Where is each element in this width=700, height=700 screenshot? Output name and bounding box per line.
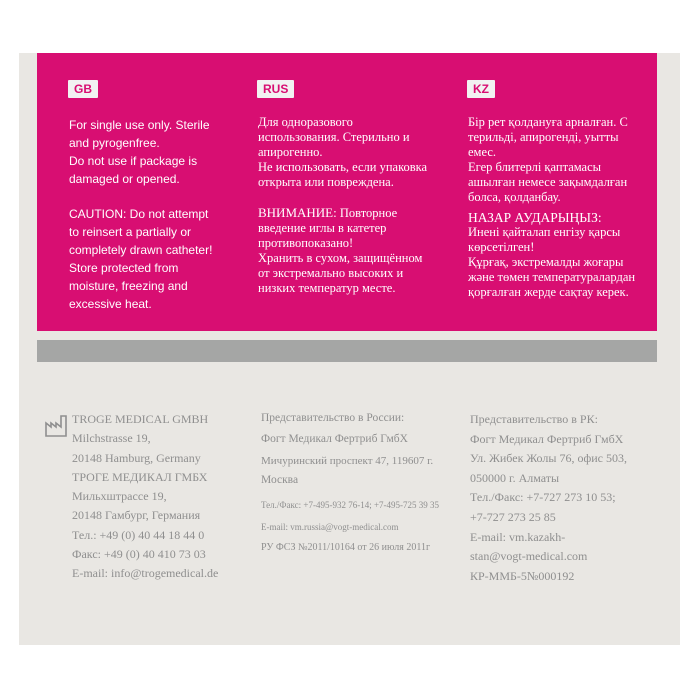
russia-line: Москва: [261, 474, 299, 486]
kazakhstan-line: Фогт Медикал Фертриб ГмбХ: [470, 431, 624, 446]
rus-caution-text: Повторное: [336, 206, 398, 220]
rus-caution-line: [258, 205, 458, 221]
kazakhstan-email[interactable]: stan@vogt-medical.com: [470, 549, 588, 564]
russia-line: Фогт Медикал Фертриб ГмбХ: [261, 433, 408, 445]
gb-line: damaged or opened.: [69, 172, 180, 186]
badge-kz: KZ: [467, 80, 495, 98]
manufacturer-line: 20148 Гамбург, Германия: [72, 508, 201, 523]
gb-line: Do not use if package is: [69, 154, 198, 168]
manufacturer-line: Milchstrasse 19,: [72, 431, 151, 446]
rus-instructions: [258, 115, 458, 296]
gb-line: excessive heat.: [69, 297, 152, 311]
manufacturer-line: Мильхштрассе 19,: [72, 489, 167, 504]
kazakhstan-representative-info: [470, 410, 627, 586]
kazakhstan-line: Представительство в РК:: [470, 412, 598, 426]
manufacturer-line: TROGE MEDICAL GMBH: [72, 412, 209, 426]
kazakhstan-line: Ул. Жибек Жолы 76, офис 503,: [470, 451, 627, 466]
russia-line: Мичуринский проспект 47, 119607 г.: [261, 455, 434, 467]
rus-paragraph-1: Для одноразового использования. Стерильно и апирогенно. Не использовать, если упаковка открыта или повреждена.: [258, 115, 428, 189]
gray-divider-band: [37, 340, 657, 362]
russia-registration: РУ ФСЗ №2011/10164 от 26 июля 2011г: [261, 542, 431, 553]
manufacturer-line: ТРОГЕ МЕДИКАЛ ГМБХ: [72, 469, 208, 484]
rus-caution-title: ВНИМАНИЕ:: [258, 205, 337, 220]
manufacturer-line: Факс: +49 (0) 40 410 73 03: [72, 547, 206, 562]
kz-instructions: [468, 115, 658, 300]
gb-instructions: [69, 116, 249, 313]
kazakhstan-line: 050000 г. Алматы: [470, 470, 560, 485]
russia-representative-info: [261, 412, 439, 553]
gb-line: and pyrogenfree.: [69, 136, 160, 150]
kazakhstan-registration: КР-ММБ-5№000192: [470, 568, 575, 583]
manufacturer-factory-icon: [45, 415, 67, 437]
kazakhstan-line: +7-727 273 25 85: [470, 509, 556, 524]
rus-paragraph-2: введение иглы в катетер противопоказано! Хранить в сухом, защищённом от экстремально высоких и низких температур месте.: [258, 221, 423, 295]
badge-rus: RUS: [257, 80, 294, 98]
russia-line: Тел./Факс: +7-495-932 76-14; +7-495-725 39 35: [261, 500, 440, 510]
gb-line: Store protected from: [69, 261, 179, 275]
kazakhstan-email[interactable]: E-mail: vm.kazakh-: [470, 529, 566, 544]
kazakhstan-line: Тел./Факс: +7-727 273 10 53;: [470, 490, 616, 505]
russia-email[interactable]: E-mail: vm.russia@vogt-medical.com: [261, 522, 399, 532]
manufacturer-email[interactable]: E-mail: info@trogemedical.de: [72, 566, 219, 581]
kz-paragraph-1: Бір рет қолдануға арналған. С терильді, апирогенді, уытты емес. Егер блитерлі қаптамасы ашылған немесе зақымдалған болса, қолданбау.: [468, 115, 628, 204]
manufacturer-info: [72, 410, 218, 584]
kz-caution-title: НАЗАР АУДАРЫҢЫЗ:: [468, 210, 602, 225]
gb-line: moisture, freezing and: [69, 279, 188, 293]
gb-line: completely drawn catheter!: [69, 243, 213, 257]
gb-line: to reinsert a partially or: [69, 225, 192, 239]
gb-line: For single use only. Sterile: [69, 118, 210, 132]
badge-gb: GB: [68, 80, 98, 98]
kz-paragraph-2: Иненi қайталап енгізу қарсы көрсетілген! Құрғақ, экстремалды жоғары және төмен температуралардан қорғалған жерде сақтау керек.: [468, 225, 636, 299]
manufacturer-line: Тел.: +49 (0) 40 44 18 44 0: [72, 527, 205, 542]
manufacturer-line: 20148 Hamburg, Germany: [72, 450, 201, 465]
gb-line: CAUTION: Do not attempt: [69, 207, 209, 221]
russia-line: Представительство в России:: [261, 412, 405, 424]
